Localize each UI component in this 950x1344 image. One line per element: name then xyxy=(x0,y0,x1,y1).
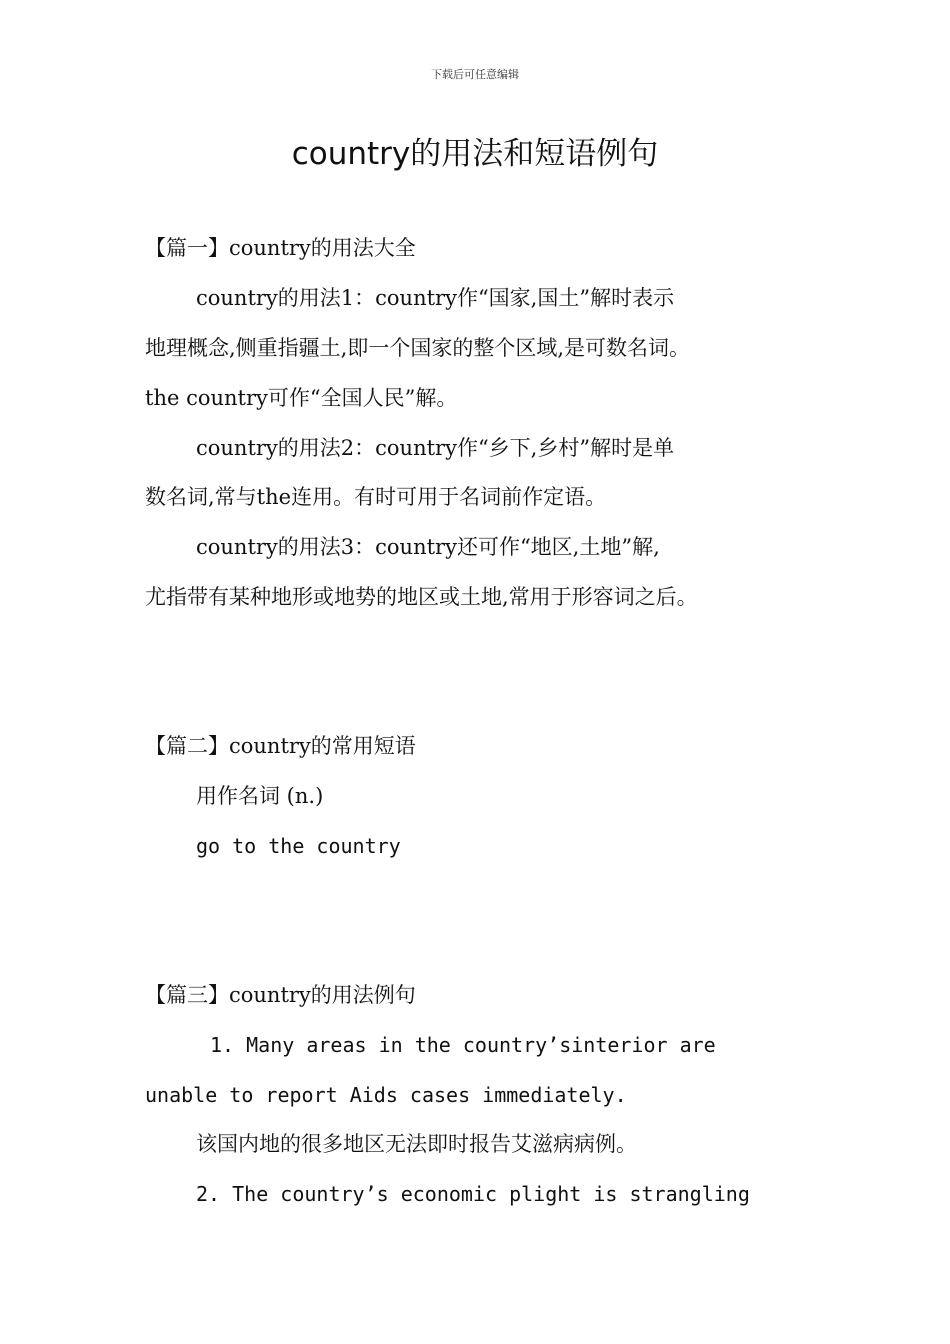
paragraph-line: 尤指带有某种地形或地势的地区或土地,常用于形容词之后。 xyxy=(145,585,698,609)
example-translation: 该国内地的很多地区无法即时报告艾滋病病例。 xyxy=(196,1132,637,1156)
example-line: 1. Many areas in the country’sinterior are xyxy=(210,1033,716,1057)
example-line: 2. The country’s economic plight is strangling xyxy=(196,1182,750,1206)
paragraph-line: 用作名词 (n.) xyxy=(196,784,324,808)
example-line: unable to report Aids cases immediately. xyxy=(145,1083,627,1107)
section-heading-1: 【篇一】country的用法大全 xyxy=(145,236,416,260)
document-title: country的用法和短语例句 xyxy=(291,136,659,172)
paragraph-line: 数名词,常与the连用。有时可用于名词前作定语。 xyxy=(145,485,607,509)
page-header: 下载后可任意编辑 xyxy=(431,68,519,81)
paragraph-line: country的用法3：country还可作“地区,土地”解, xyxy=(196,535,660,559)
paragraph-line: the country可作“全国人民”解。 xyxy=(145,386,458,410)
paragraph-line: 地理概念,侧重指疆土,即一个国家的整个区域,是可数名词。 xyxy=(145,336,691,360)
section-heading-2: 【篇二】country的常用短语 xyxy=(145,734,416,758)
paragraph-line: country的用法2：country作“乡下,乡村”解时是单 xyxy=(196,436,675,460)
phrase-line: go to the country xyxy=(196,834,401,858)
paragraph-line: country的用法1：country作“国家,国土”解时表示 xyxy=(196,286,675,310)
section-heading-3: 【篇三】country的用法例句 xyxy=(145,983,416,1007)
